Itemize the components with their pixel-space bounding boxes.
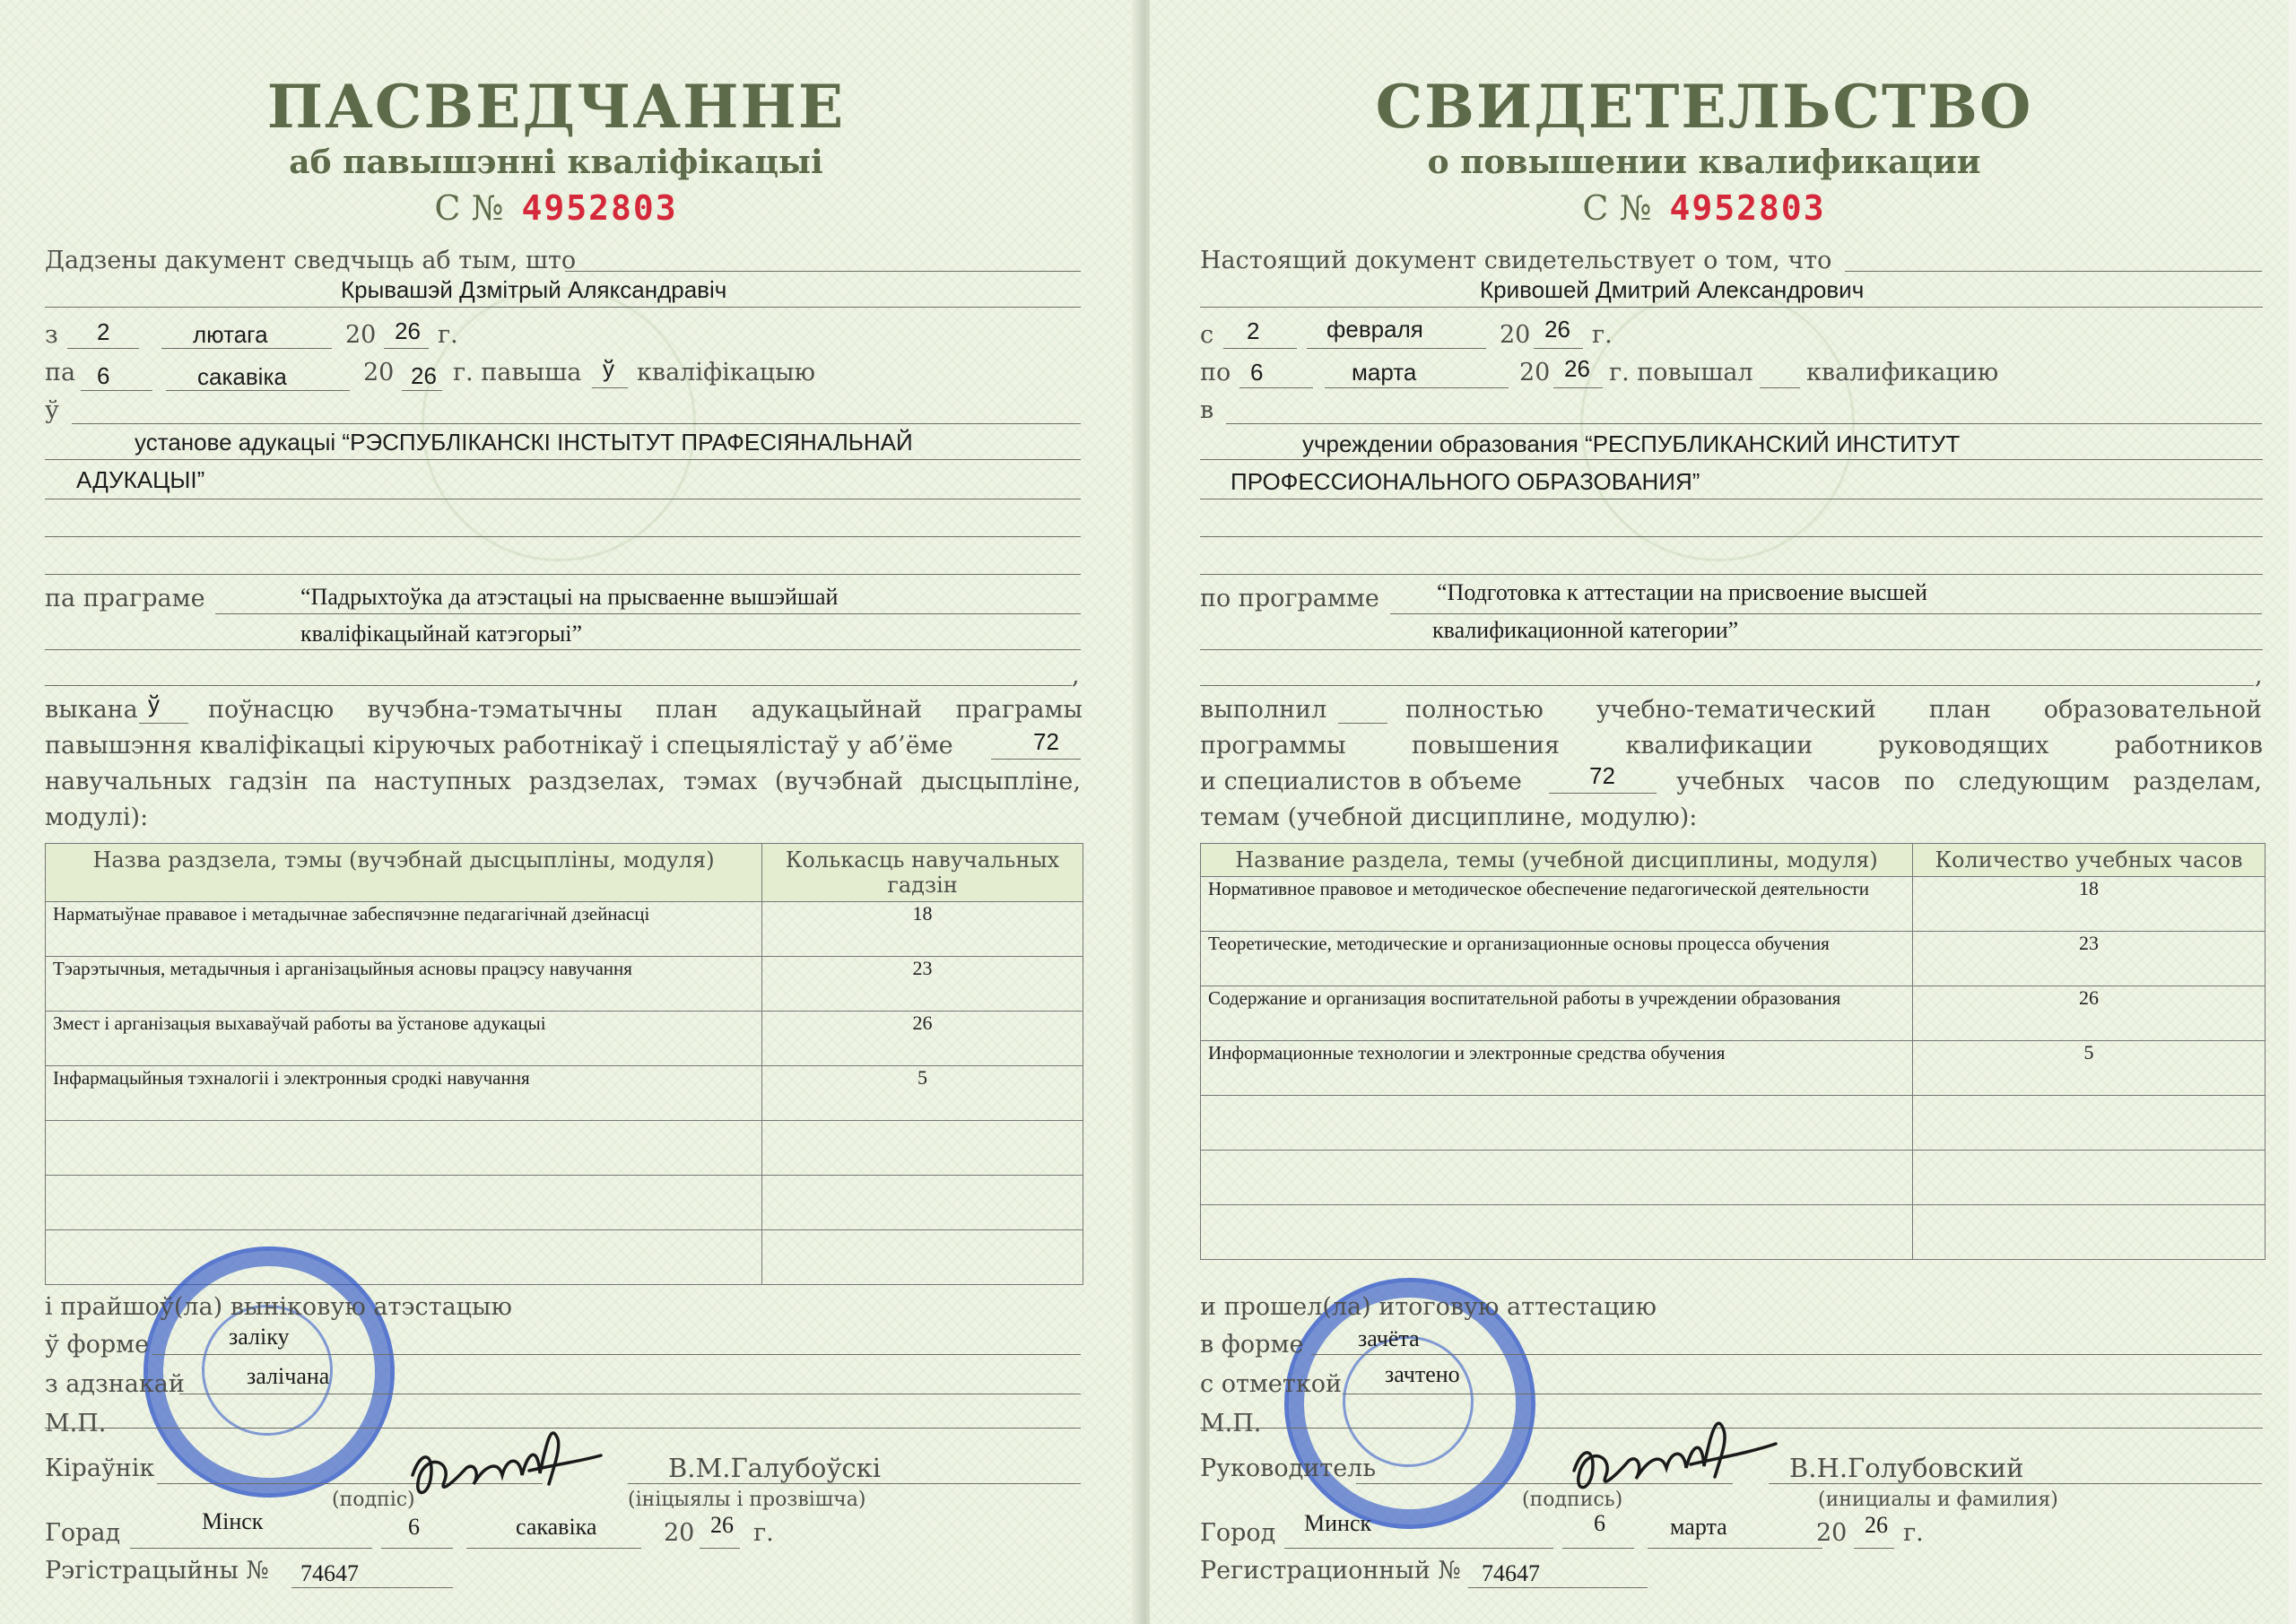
from-month: февраля — [1326, 316, 1423, 343]
hours-cell — [1913, 1096, 2266, 1151]
to-label: по — [1200, 359, 1231, 386]
reg-label: Регистрационный № — [1200, 1557, 1461, 1585]
to-month: сакавіка — [197, 363, 287, 390]
raised-text: г. павыша — [453, 359, 582, 386]
serial-number: С № 4952803 — [434, 188, 678, 228]
head-label: Руководитель — [1200, 1455, 1377, 1482]
line — [381, 1548, 453, 1549]
left-page-belarusian — [0, 0, 1139, 1624]
line — [72, 423, 1081, 424]
line — [139, 723, 188, 724]
line — [1549, 793, 1657, 794]
from-day: 2 — [97, 318, 110, 345]
hours-cell — [1913, 1151, 2266, 1205]
line — [152, 1354, 1081, 1355]
head-label: Кіраўнік — [45, 1455, 155, 1482]
plan-text: и специалистов в объеме — [1200, 768, 1522, 795]
completed-suffix: ў — [148, 690, 160, 717]
document-title: ПАСВЕДЧАННЕ — [266, 72, 846, 142]
year-suffix: 26 — [1544, 316, 1570, 343]
document-subtitle: о повышении квалификации — [1427, 143, 1981, 181]
from-day: 2 — [1247, 317, 1260, 344]
table-header-hours: Колькасць навучальных гадзін — [762, 844, 1083, 902]
line — [1223, 348, 1297, 349]
line — [45, 685, 1072, 686]
hours-cell: 23 — [762, 957, 1083, 1012]
raised-text: г. повышал — [1609, 359, 1753, 386]
line — [1553, 387, 1603, 388]
year-prefix: 20 — [664, 1519, 695, 1547]
line — [1311, 1354, 2262, 1355]
year-prefix: 20 — [1500, 321, 1531, 349]
line — [161, 348, 332, 349]
line — [1854, 1548, 1894, 1549]
line — [592, 387, 628, 388]
institution-line-1: учреждении образования “РЕСПУБЛИКАНСКИЙ ИНСТИТУТ — [1302, 430, 1961, 457]
right-page-russian — [1150, 0, 2289, 1624]
comma: , — [1072, 662, 1080, 690]
watermark-emblem — [1580, 287, 1855, 561]
city-label: Город — [1200, 1519, 1276, 1547]
table-row — [46, 1121, 1083, 1176]
topic-cell: Тэарэтычныя, метадычныя і арганізацыйныя асновы працэсу навучання — [53, 958, 632, 979]
table-header-hours: Количество учебных часов — [1913, 844, 2266, 877]
topic-cell: Содержание и организация воспитательной работы в учреждении образования — [1208, 987, 1841, 1009]
program-line-2: квалификационной категории” — [1432, 617, 1739, 643]
line — [384, 348, 429, 349]
intro-text: Дадзены дакумент сведчыць аб тым, што — [45, 247, 577, 274]
date-month: сакавіка — [516, 1514, 597, 1540]
hours-cell — [762, 1230, 1083, 1285]
line — [166, 390, 350, 391]
line — [1200, 685, 2254, 686]
name-line — [45, 307, 1081, 308]
hours-cell — [762, 1121, 1083, 1176]
stamp-place-label: М.П. — [45, 1410, 107, 1437]
serial-number: С № 4952803 — [1582, 188, 1826, 228]
line — [1307, 348, 1486, 349]
line — [1845, 271, 2262, 272]
table-row — [1201, 986, 2266, 1041]
topic-cell: Информационные технологии и электронные средства обучения — [1208, 1042, 1726, 1064]
line — [1200, 649, 2263, 650]
line — [700, 1548, 740, 1549]
year-prefix: 20 — [1519, 359, 1551, 386]
stamp-place-label: М.П. — [1200, 1410, 1262, 1437]
line — [1284, 1548, 1553, 1549]
year-suffix: 26 — [395, 317, 421, 344]
head-signature — [1552, 1403, 1785, 1502]
qualification-word: квалификацию — [1806, 359, 1999, 386]
date-day: 6 — [1594, 1510, 1605, 1536]
table-row — [1201, 932, 2266, 986]
year-suffix: 26 — [710, 1512, 734, 1538]
completed-word: выкана — [45, 696, 138, 724]
document-subtitle: аб павышэнні кваліфікацыі — [289, 143, 823, 181]
hours-cell: 5 — [762, 1066, 1083, 1121]
program-line-1: “Падрыхтоўка да атэстацыі на прысваенне вышэйшай — [300, 584, 839, 610]
table-row — [46, 1012, 1083, 1066]
line — [402, 390, 442, 391]
table-row — [46, 1066, 1083, 1121]
topic-cell: Інфармацыйныя тэхналогіі і электронныя сродкі навучання — [53, 1067, 530, 1089]
document-title: СВИДЕТЕЛЬСТВО — [1375, 72, 2033, 142]
form-label: ў форме — [45, 1331, 150, 1359]
table-row — [1201, 1151, 2266, 1205]
line — [1325, 387, 1509, 388]
table-row — [46, 957, 1083, 1012]
table-row — [1201, 1041, 2266, 1096]
year-unit: г. — [438, 321, 458, 349]
year-prefix: 20 — [1816, 1519, 1848, 1547]
hours-cell — [1913, 1205, 2266, 1260]
initials-caption: (инициалы и фамилия) — [1818, 1489, 2058, 1511]
program-line-2: кваліфікацыйнай катэгорыі” — [300, 621, 583, 647]
hours-cell: 18 — [762, 902, 1083, 957]
topic-cell: Змест і арганізацыя выхаваўчай работы ва ўстанове адукацыі — [53, 1012, 546, 1034]
city-value: Мінск — [202, 1508, 264, 1534]
volume-hours: 72 — [1589, 762, 1615, 789]
line — [215, 613, 1081, 614]
line — [81, 390, 152, 391]
holder-name: Крывашэй Дзмітрый Аляксандравіч — [341, 276, 727, 303]
table-header-topic: Назва раздзела, тэмы (вучэбнай дысцыпліны, модуля) — [46, 844, 762, 902]
line — [1562, 1548, 1634, 1549]
line — [130, 1548, 372, 1549]
line — [1534, 348, 1583, 349]
line — [466, 1548, 641, 1549]
table-row — [46, 1176, 1083, 1230]
year-suffix: 26 — [1865, 1512, 1888, 1538]
head-name: В.М.Галубоўскі — [668, 1453, 882, 1483]
program-line-1: “Подготовка к аттестации на присвоение высшей — [1437, 579, 1927, 605]
date-month: марта — [1670, 1514, 1727, 1540]
plan-text: программы повышения квалификации руководящих работников — [1200, 732, 2263, 760]
hours-cell — [762, 1176, 1083, 1230]
line — [45, 649, 1081, 650]
line — [1200, 459, 2263, 460]
year-suffix: 26 — [1564, 355, 1590, 382]
hours-cell: 26 — [1913, 986, 2266, 1041]
head-name: В.Н.Голубовский — [1789, 1453, 2024, 1483]
line — [1468, 1587, 1648, 1588]
watermark-emblem — [422, 287, 696, 561]
line — [67, 348, 139, 349]
head-signature — [395, 1412, 610, 1511]
in-label: ў — [45, 396, 59, 424]
line — [45, 459, 1081, 460]
year-unit: г. — [1903, 1519, 1924, 1547]
hours-cell: 23 — [1913, 932, 2266, 986]
from-label: с — [1200, 321, 1214, 349]
hours-cell: 26 — [762, 1012, 1083, 1066]
topic-cell: Нарматыўнае прававое і метадычнае забеспячэнне педагагічнай дзейнасці — [53, 903, 650, 925]
plan-text: темам (учебной дисциплине, модулю): — [1200, 803, 1698, 831]
line — [1226, 423, 2262, 424]
date-day: 6 — [408, 1514, 420, 1540]
program-label: па праграме — [45, 585, 205, 612]
in-label: в — [1200, 396, 1214, 424]
topic-cell: Теоретические, методические и организационные основы процесса обучения — [1208, 933, 1830, 954]
intro-text: Настоящий документ свидетельствует о том, что — [1200, 247, 1832, 274]
completed-word: выполнил — [1200, 696, 1327, 724]
to-day: 6 — [1250, 359, 1264, 386]
line — [45, 536, 1081, 537]
table-row — [1201, 877, 2266, 932]
plan-text: учебных часов по следующим разделам, — [1676, 768, 2262, 795]
program-label: по программе — [1200, 585, 1379, 612]
line — [1769, 1483, 2262, 1484]
year-suffix: 26 — [411, 362, 437, 389]
from-month: лютага — [193, 321, 268, 348]
comma: , — [2255, 662, 2263, 690]
attestation-text: і прайшоў(ла) выніковую атэстацыю — [45, 1293, 513, 1321]
hours-cell: 18 — [1913, 877, 2266, 932]
line — [1648, 1548, 1822, 1549]
year-unit: г. — [1592, 321, 1613, 349]
plan-text: навучальных гадзін па наступных раздзелах, тэмах (вучэбнай дысцыпліне, — [45, 768, 1081, 795]
qualification-word: кваліфікацыю — [637, 359, 816, 386]
to-label: па — [45, 359, 76, 386]
reg-number: 74647 — [1482, 1560, 1540, 1586]
form-value: зачёта — [1358, 1325, 1420, 1351]
line — [1390, 613, 2262, 614]
raised-suffix: ў — [603, 355, 614, 382]
institution-line-1: установе адукацыі “РЭСПУБЛІКАНСКІ ІНСТЫТУТ ПРАФЕСІЯНАЛЬНАЙ — [135, 429, 913, 456]
volume-hours: 72 — [1033, 728, 1059, 755]
attestation-text: и прошел(ла) итоговую аттестацию — [1200, 1293, 1657, 1321]
hours-cell: 5 — [1913, 1041, 2266, 1096]
form-value: заліку — [229, 1324, 290, 1350]
signature-caption: (подпіс) — [332, 1489, 415, 1511]
table-header-topic: Название раздела, темы (учебной дисциплины, модуля) — [1201, 844, 1913, 877]
plan-text: павышэння кваліфікацыі кіруючых работнікаў і спецыялістаў у аб’ёме — [45, 732, 953, 760]
city-value: Минск — [1304, 1510, 1372, 1536]
year-prefix: 20 — [345, 321, 377, 349]
to-day: 6 — [97, 362, 110, 389]
grade-label: з адзнакай — [45, 1370, 185, 1398]
grade-label: с отметкой — [1200, 1370, 1342, 1398]
line — [1200, 574, 2263, 575]
intro-line — [565, 271, 1081, 272]
line — [1760, 387, 1800, 388]
institution-line-2: АДУКАЦЫІ” — [76, 466, 205, 493]
form-label: в форме — [1200, 1331, 1304, 1359]
holder-name: Кривошей Дмитрий Александрович — [1480, 276, 1865, 303]
topic-cell: Нормативное правовое и методическое обеспечение педагогической деятельности — [1208, 878, 1869, 899]
plan-text: полностью учебно-тематический план образовательной — [1405, 696, 2262, 724]
institution-line-2: ПРОФЕССИОНАЛЬНОГО ОБРАЗОВАНИЯ” — [1231, 468, 1700, 495]
table-row — [1201, 1096, 2266, 1151]
courses-table — [1200, 843, 2266, 1260]
table-row — [1201, 1205, 2266, 1260]
line — [1338, 723, 1387, 724]
reg-number: 74647 — [300, 1560, 359, 1586]
grade-value: залічана — [247, 1363, 330, 1389]
courses-table — [45, 843, 1083, 1285]
line — [1239, 387, 1313, 388]
line — [45, 574, 1081, 575]
line — [1200, 536, 2263, 537]
to-month: марта — [1352, 359, 1417, 386]
plan-text: модулі): — [45, 803, 149, 831]
reg-label: Рэгістрацыйны № — [45, 1557, 269, 1585]
initials-caption: (ініцыялы і прозвішча) — [628, 1489, 866, 1511]
line — [1200, 307, 2263, 308]
line — [628, 1483, 1081, 1484]
table-row — [46, 902, 1083, 957]
city-label: Горад — [45, 1519, 121, 1547]
from-label: з — [45, 321, 58, 349]
grade-value: зачтено — [1385, 1361, 1460, 1387]
signature-caption: (подпись) — [1522, 1489, 1623, 1511]
year-unit: г. — [753, 1519, 774, 1547]
year-prefix: 20 — [363, 359, 395, 386]
line — [991, 759, 1081, 760]
plan-text: поўнасцю вучэбна-тэматычны план адукацыйнай праграмы — [208, 696, 1083, 724]
line — [291, 1587, 453, 1588]
